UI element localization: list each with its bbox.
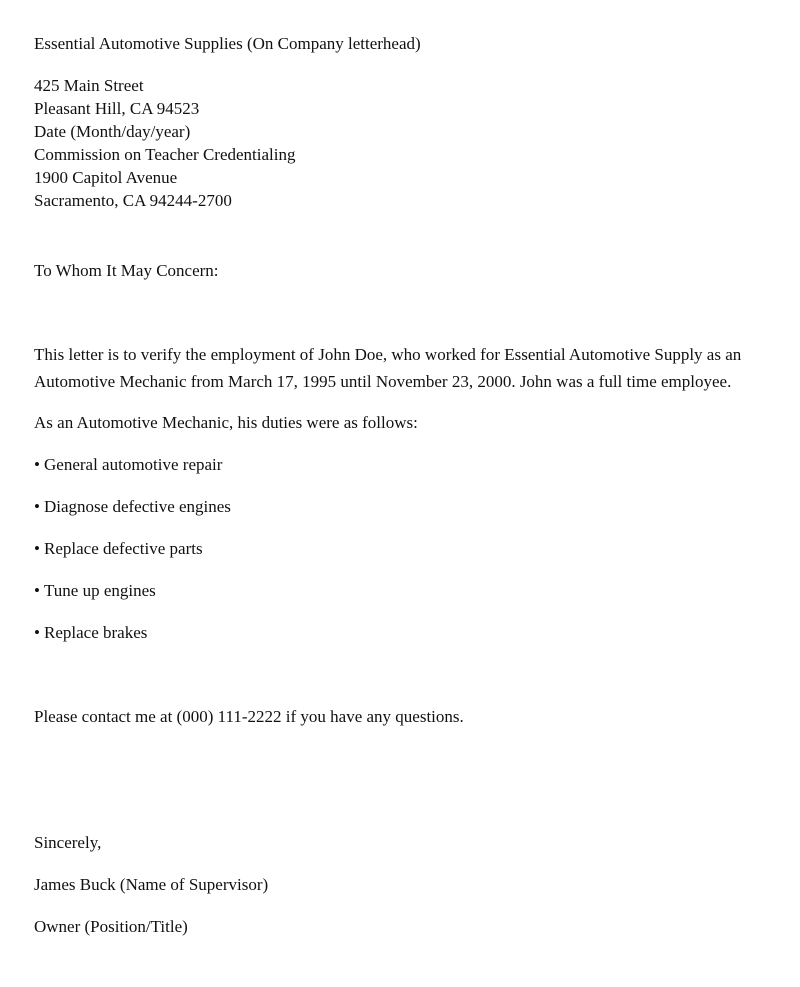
duty-list-item bbox=[34, 453, 222, 476]
address-line-street: 425 Main Street bbox=[34, 76, 144, 95]
duty-text: Replace defective parts bbox=[44, 539, 203, 558]
recipient-line-city: Sacramento, CA 94244-2700 bbox=[34, 191, 232, 210]
bullet-icon: • bbox=[34, 539, 40, 558]
duty-text: Tune up engines bbox=[44, 581, 156, 600]
bullet-icon: • bbox=[34, 623, 40, 642]
company-letterhead-line: Essential Automotive Supplies (On Company letterhead) bbox=[34, 34, 421, 53]
bullet-icon: • bbox=[34, 581, 40, 600]
address-line-city: Pleasant Hill, CA 94523 bbox=[34, 99, 200, 118]
body-paragraph: This letter is to verify the employment of John Doe, who worked for Essential Automotive Supply as an Automotive Mechanic from March 17, 1995 until November 23, 2000. John was a full time employee. bbox=[34, 345, 742, 391]
duty-list-item bbox=[34, 579, 156, 602]
recipient-line-street: 1900 Capitol Avenue bbox=[34, 168, 178, 187]
duty-list-item bbox=[34, 495, 231, 518]
bullet-icon: • bbox=[34, 455, 40, 474]
signer-title: Owner (Position/Title) bbox=[34, 917, 188, 936]
contact-line: Please contact me at (000) 111-2222 if you have any questions. bbox=[34, 707, 464, 726]
salutation: To Whom It May Concern: bbox=[34, 261, 219, 280]
duty-list-item bbox=[34, 621, 147, 644]
duty-text: General automotive repair bbox=[44, 455, 223, 474]
date-line: Date (Month/day/year) bbox=[34, 122, 191, 141]
duties-intro: As an Automotive Mechanic, his duties were as follows: bbox=[34, 413, 418, 432]
duty-text: Replace brakes bbox=[44, 623, 148, 642]
duty-text: Diagnose defective engines bbox=[44, 497, 231, 516]
recipient-line-organization: Commission on Teacher Credentialing bbox=[34, 145, 296, 164]
closing: Sincerely, bbox=[34, 833, 102, 852]
bullet-icon: • bbox=[34, 497, 40, 516]
signer-name: James Buck (Name of Supervisor) bbox=[34, 875, 269, 894]
duty-list-item bbox=[34, 537, 203, 560]
